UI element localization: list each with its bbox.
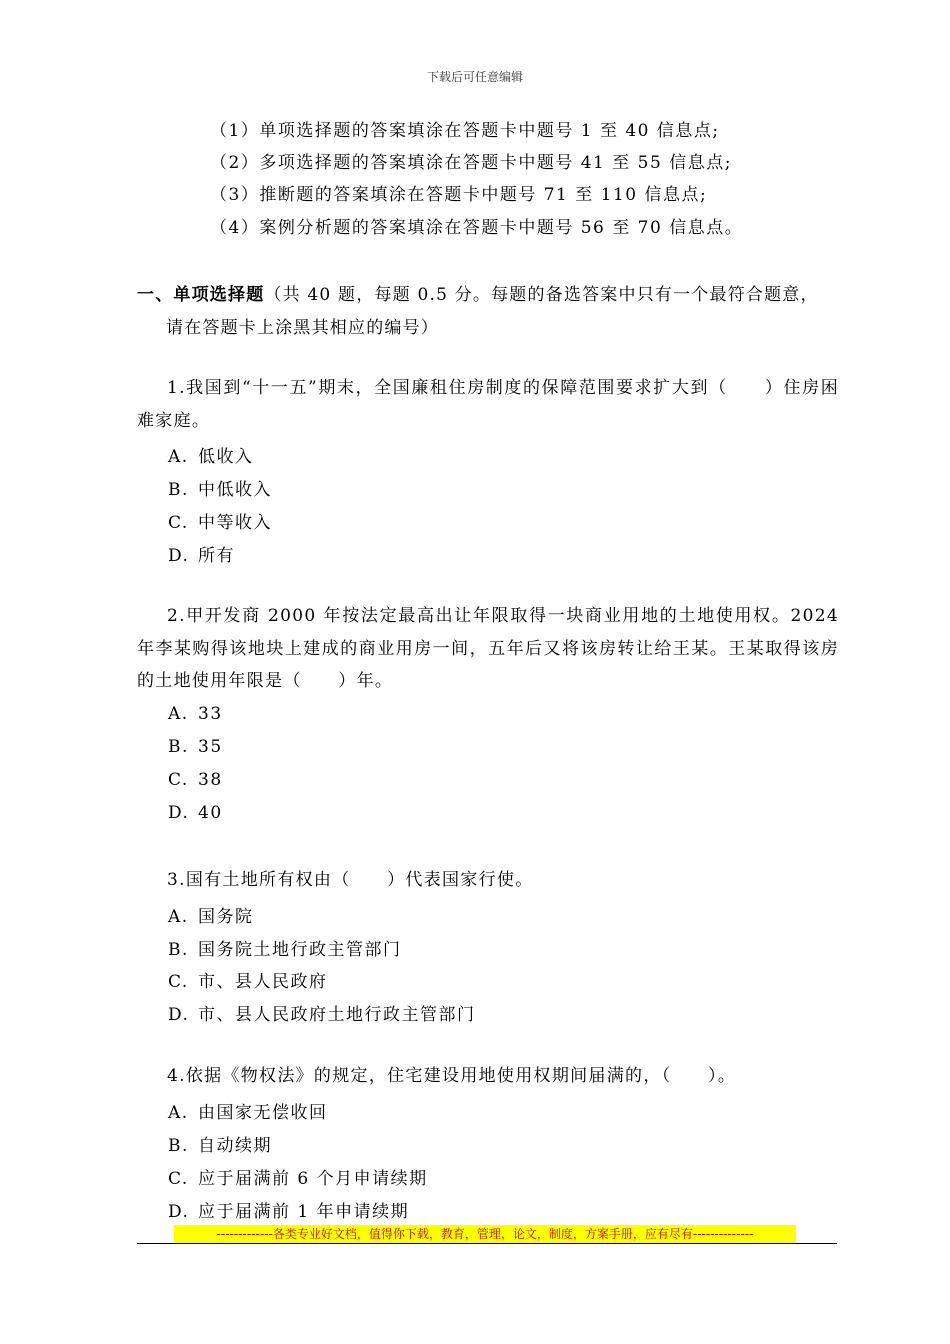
question-3-text: 3.国有土地所有权由（ ）代表国家行使。 bbox=[167, 870, 534, 890]
option-letter: D. bbox=[168, 546, 190, 566]
page-header: 下载后可任意编辑 bbox=[426, 70, 523, 84]
instruction-line: （1）单项选择题的答案填涂在答题卡中题号 1 至 40 信息点; bbox=[210, 121, 720, 141]
section-title-line2: 请在答题卡上涂黑其相应的编号） bbox=[166, 318, 439, 338]
option-item bbox=[168, 442, 254, 467]
option-letter: B. bbox=[168, 737, 189, 757]
instruction-line: （2）多项选择题的答案填涂在答题卡中题号 41 至 55 信息点; bbox=[210, 153, 732, 173]
option-item bbox=[168, 1000, 476, 1025]
option-item bbox=[168, 1197, 409, 1222]
option-text: 自动续期 bbox=[198, 1136, 272, 1156]
option-item bbox=[168, 508, 272, 533]
option-item bbox=[168, 1098, 328, 1123]
option-letter: C. bbox=[168, 1169, 189, 1189]
option-text: 33 bbox=[198, 704, 223, 724]
option-text: 国务院 bbox=[198, 907, 254, 927]
option-item bbox=[168, 1131, 272, 1156]
option-text: 低收入 bbox=[198, 447, 254, 467]
option-letter: D. bbox=[168, 1005, 190, 1025]
option-text: 38 bbox=[198, 770, 223, 790]
section-title bbox=[137, 280, 819, 305]
section-title-rest: （共 40 题，每题 0.5 分。每题的备选答案中只有一个最符合题意， bbox=[264, 285, 819, 305]
option-item bbox=[168, 803, 223, 823]
option-item bbox=[168, 770, 223, 790]
option-item bbox=[168, 475, 272, 500]
option-letter: A. bbox=[168, 447, 189, 467]
option-letter: B. bbox=[168, 480, 189, 500]
option-item bbox=[168, 902, 254, 927]
question-4-text: 4.依据《物权法》的规定，住宅建设用地使用权期间届满的，（ ）。 bbox=[167, 1066, 737, 1086]
question-text bbox=[137, 1060, 839, 1093]
option-letter: C. bbox=[168, 770, 189, 790]
option-letter: C. bbox=[168, 972, 189, 992]
option-item bbox=[168, 541, 235, 566]
footer-divider bbox=[137, 1243, 837, 1244]
question-text bbox=[137, 600, 839, 698]
option-letter: D. bbox=[168, 803, 190, 823]
option-text: 应于届满前 6 个月申请续期 bbox=[198, 1169, 428, 1189]
option-text: 市、县人民政府 bbox=[198, 972, 328, 992]
option-letter: B. bbox=[168, 1136, 189, 1156]
option-text: 国务院土地行政主管部门 bbox=[198, 940, 402, 960]
option-text: 应于届满前 1 年申请续期 bbox=[198, 1202, 410, 1222]
option-text: 40 bbox=[198, 803, 223, 823]
option-text: 中低收入 bbox=[198, 480, 272, 500]
option-letter: A. bbox=[168, 907, 189, 927]
option-item bbox=[168, 967, 328, 992]
option-text: 市、县人民政府土地行政主管部门 bbox=[198, 1005, 476, 1025]
option-letter: C. bbox=[168, 513, 189, 533]
option-item bbox=[168, 737, 223, 757]
option-letter: B. bbox=[168, 940, 189, 960]
instruction-line: （4）案例分析题的答案填涂在答题卡中题号 56 至 70 信息点。 bbox=[210, 218, 744, 238]
footer-banner: -------------各类专业好文档，值得你下载，教育，管理，论文，制度，方案手册，应有尽有-------------- bbox=[174, 1225, 796, 1243]
option-item bbox=[168, 1164, 428, 1189]
option-text: 35 bbox=[198, 737, 223, 757]
instruction-line: （3）推断题的答案填涂在答题卡中题号 71 至 110 信息点; bbox=[210, 185, 708, 205]
option-text: 中等收入 bbox=[198, 513, 272, 533]
question-text bbox=[137, 372, 839, 437]
question-text bbox=[137, 864, 839, 897]
question-2-text: 2.甲开发商 2000 年按法定最高出让年限取得一块商业用地的土地使用权。2024 年李某购得该地块上建成的商业用房一间，五年后又将该房转让给王某。王某取得该房的土地使用年限是（ ）年。 bbox=[137, 606, 839, 691]
question-1-text: 1.我国到“十一五”期末，全国廉租住房制度的保障范围要求扩大到（ ）住房困难家庭。 bbox=[137, 378, 839, 431]
option-letter: A. bbox=[168, 1103, 189, 1123]
option-item bbox=[168, 704, 223, 724]
option-item bbox=[168, 935, 402, 960]
option-letter: A. bbox=[168, 704, 189, 724]
option-text: 所有 bbox=[198, 546, 235, 566]
section-title-bold: 一、单项选择题 bbox=[137, 285, 265, 305]
option-letter: D. bbox=[168, 1202, 190, 1222]
option-text: 由国家无偿收回 bbox=[198, 1103, 328, 1123]
